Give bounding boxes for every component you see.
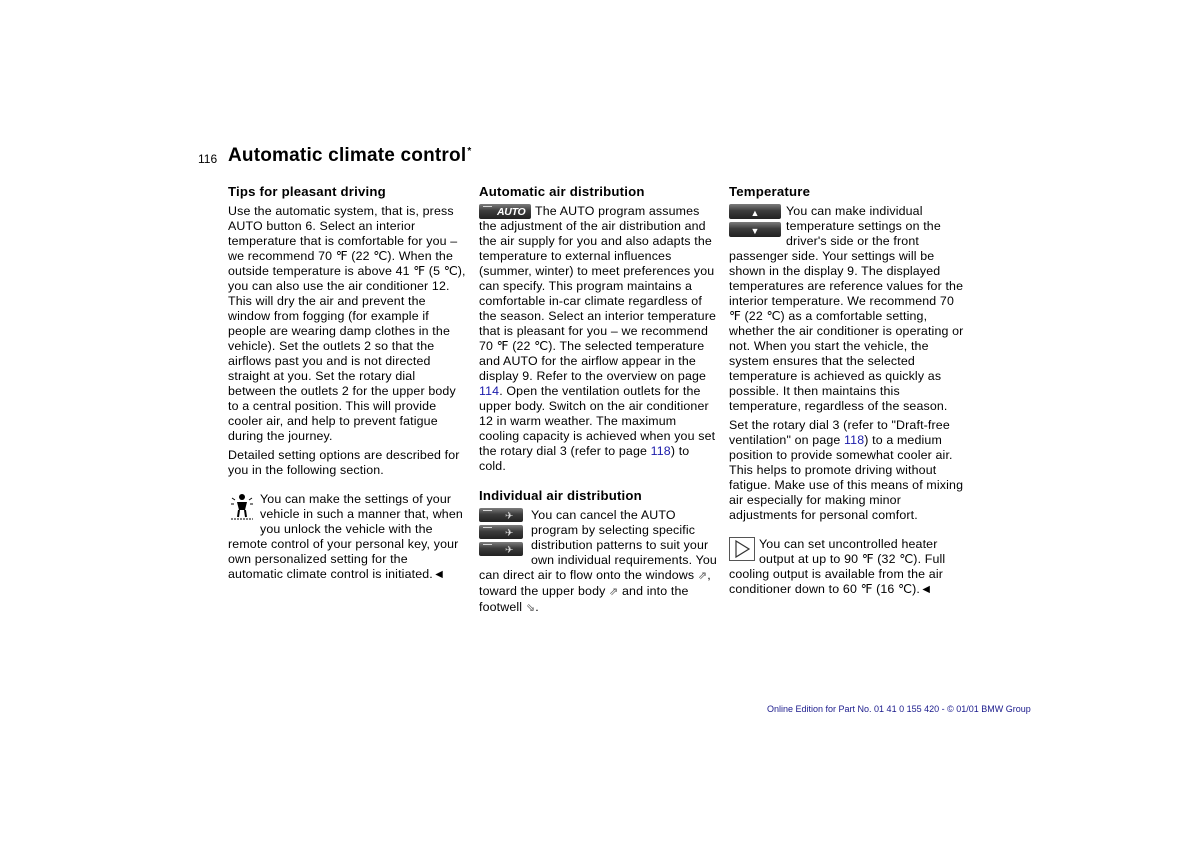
air-distribution-button-icon: ✈	[479, 525, 523, 539]
title-text: Automatic climate control	[228, 145, 467, 166]
temperature-text-1: You can make individual temperature settings on the driver's side or the front passenger side. Your settings will be shown in the display 9. The displayed temperatures are reference values for the interior temperature. We recommend 70 ℉ (22 ℃) as a comfortable setting, whether the air conditioner is operating or not. When you start the vehicle, the system ensures that the selected temperature is achieved as quickly as possible. It then maintains this temperature, regardless of the season.	[729, 204, 964, 413]
temperature-down-button-icon: ▼	[729, 222, 781, 237]
temperature-buttons	[729, 204, 782, 240]
heading-automatic-air-distribution: Automatic air distribution	[479, 184, 645, 199]
air-distribution-button-icon: ✈	[479, 508, 523, 522]
page-link-118[interactable]: 118	[650, 444, 671, 458]
temperature-up-button-icon: ▲	[729, 204, 781, 219]
auto-text-2: . Open the ventilation outlets for the upper body. Switch on the air conditioner 12 in warm weather. The maximum cooling capacity is achieved when you set the rotary dial 3 (refer to page	[479, 384, 716, 458]
column-air-distribution	[479, 184, 717, 620]
page-title	[228, 145, 471, 167]
air-distribution-button-icon: ✈	[479, 542, 523, 556]
page-number: 116	[198, 152, 218, 166]
windows-air-icon: ⇗	[697, 570, 708, 582]
column-tips	[228, 184, 466, 582]
heading-tips: Tips for pleasant driving	[228, 184, 386, 199]
auto-text-1: The AUTO program assumes the adjustment of the air distribution and the air supply for you and also adapts the temperature to external influences (summer, winter) to meet preferences you can specify. This program maintains a comfortable in-car climate regardless of the season. Select an interior temperature that is pleasant for you – we recommend 70 ℉ (22 ℃). The selected temperature and AUTO for the airflow appear in the display 9. Refer to the overview on page	[479, 204, 717, 383]
column-temperature	[729, 184, 967, 601]
individual-text-2: , toward the upper body	[479, 568, 711, 598]
heater-note-text: You can set uncontrolled heater output at up to 90 ℉ (32 ℃). Full cooling output is available from the air conditioner down to 60 ℉ (16 ℃).	[729, 537, 946, 596]
upper-body-air-icon: ⇗	[609, 586, 619, 598]
footer-edition: Online Edition for Part No. 01 41 0 155 420 - © 01/01 BMW Group	[767, 704, 1031, 714]
page-link-114[interactable]: 114	[479, 384, 500, 398]
personal-key-note	[228, 492, 466, 582]
air-distribution-buttons	[479, 508, 527, 559]
temperature-paragraph-2	[729, 418, 967, 523]
heading-temperature: Temperature	[729, 184, 811, 199]
heater-note	[729, 537, 967, 597]
footwell-air-icon: ⇘	[525, 602, 536, 614]
tips-paragraph-2: Detailed setting options are described for you in the following section.	[228, 448, 460, 477]
temperature-text-2b: ) to a medium position to provide somewhat cooler air. This helps to promote driving without fatigue. Make use of this means of mixing air especially for making minor adjustments for personal comfort.	[729, 433, 964, 522]
individual-text-3: and into the footwell	[479, 584, 689, 614]
individual-text-1: You can cancel the AUTO program by selecting specific distribution patterns to suit your own individual requirements. You can direct air to flow onto the windows	[479, 508, 717, 582]
end-mark: ◄	[432, 567, 446, 581]
tips-paragraph-1: Use the automatic system, that is, press AUTO button 6. Select an interior temperature that is comfortable for you – we recommend 70 ℉ (22 ℃). When the outside temperature is above 41 ℉ (5 ℃), you can also use the air conditioner 12. This will dry the air and prevent the window from fogging (for example if people are wearing damp clothes in the vehicle). Set the outlets 2 so that the airflows past you and is not directed straight at you. Set the rotary dial between the outlets 2 for the upper body to a central position. This will provide cooler air, and help to prevent fatigue during the journey.	[228, 204, 466, 443]
auto-button-icon	[479, 204, 531, 219]
temperature-text-2a: Set the rotary dial 3 (refer to "Draft-free ventilation" on page	[729, 418, 950, 447]
title-option-mark: *	[467, 145, 472, 157]
person-key-icon	[228, 492, 256, 524]
auto-text-3: ) to cold.	[479, 444, 690, 473]
individual-paragraph	[479, 508, 717, 616]
heading-individual-air-distribution: Individual air distribution	[479, 488, 642, 503]
page-link-118-temperature[interactable]: 118	[844, 433, 865, 447]
end-mark: ◄	[920, 582, 933, 596]
triangle-note-icon	[729, 537, 755, 565]
individual-text-4: .	[535, 600, 539, 614]
auto-paragraph	[479, 204, 717, 474]
auto-button-label: AUTO	[497, 206, 526, 218]
personal-key-text: You can make the settings of your vehicle in such a manner that, when you unlock the vehicle with the remote control of your personal key, your own personalized setting for the automatic climate control is initiated.	[228, 492, 463, 581]
temperature-paragraph-1	[729, 204, 967, 414]
